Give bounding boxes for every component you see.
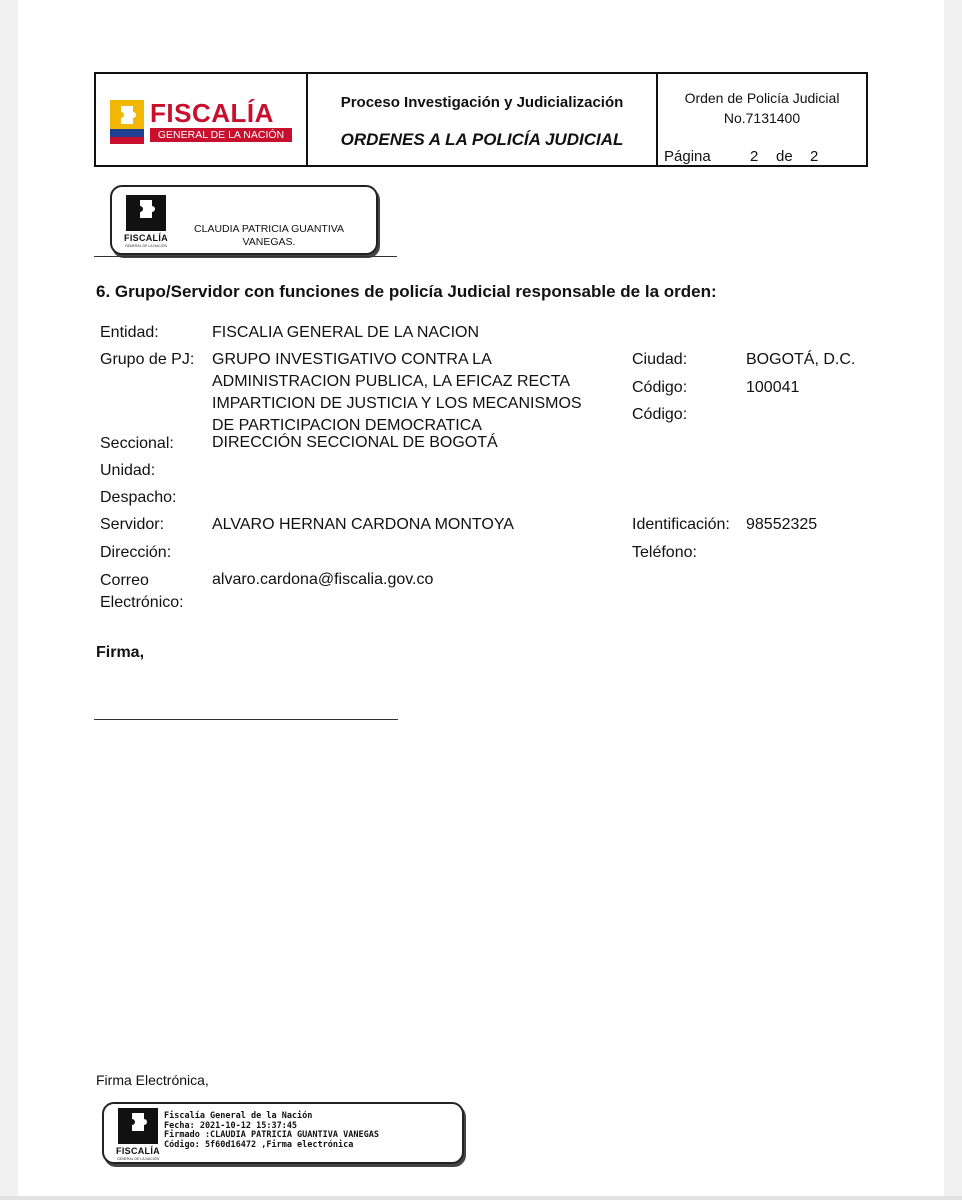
process-title: Proceso Investigación y Judicialización [340,94,624,111]
correo-label-2: Electrónico: [100,594,184,611]
ciudad-label: Ciudad: [632,351,688,368]
codigo-label-2: Código: [632,406,688,423]
fiscalia-emblem-icon [126,195,166,231]
order-number: No.7131400 [723,110,801,126]
signature-stamp-top [110,185,378,255]
direccion-label: Dirección: [100,544,172,561]
page-bottom-edge [0,1196,962,1200]
grupo-label: Grupo de PJ: [100,351,195,368]
header-title-cell [308,74,658,165]
entidad-value: FISCALIA GENERAL DE LA NACION [212,324,480,341]
document-header [94,72,868,167]
page-of: de [776,148,793,165]
page-current: 2 [750,148,759,165]
esig-line-3: Firmado :CLAUDIA PATRICIA GUANTIVA VANEGAS [164,1130,379,1140]
order-label: Orden de Policía Judicial [684,90,840,106]
telefono-label: Teléfono: [632,544,697,561]
signature-stamp-bottom [102,1102,464,1164]
identificacion-value: 98552325 [746,516,818,533]
header-logo-cell [96,74,308,165]
grupo-line-1: GRUPO INVESTIGATIVO CONTRA LA [212,351,492,368]
stamp-logo-bottom [112,1108,164,1162]
codigo-label-1: Código: [632,379,688,396]
stamp-signer-name [174,223,364,249]
seccional-label: Seccional: [100,435,174,452]
correo-value[interactable]: alvaro.cardona@fiscalia.gov.co [212,571,434,588]
logo-subtitle: GENERAL DE LA NACIÓN [150,128,292,142]
orders-title: ORDENES A LA POLICÍA JUDICIAL [340,130,624,149]
page-total: 2 [810,148,819,165]
stamp-underline [94,256,397,257]
header-order-cell [658,74,866,165]
stamp-logo-word: FISCALÍA [124,233,168,243]
despacho-label: Despacho: [100,489,177,506]
grupo-line-2: ADMINISTRACION PUBLICA, LA EFICAZ RECTA [212,373,570,390]
electronic-signature-details [164,1112,379,1150]
identificacion-label: Identificación: [632,516,730,533]
seccional-value: DIRECCIÓN SECCIONAL DE BOGOTÁ [212,434,498,451]
stamp-name-line-1: CLAUDIA PATRICIA GUANTIVA [194,223,344,235]
fiscalia-puzzle-logo-icon [110,100,144,144]
section-6-title: 6. Grupo/Servidor con funciones de policía Judicial responsable de la orden: [96,282,717,301]
stamp-logo [120,195,172,249]
firma-electronica-label: Firma Electrónica, [96,1072,209,1088]
servidor-value: ALVARO HERNAN CARDONA MONTOYA [212,516,514,533]
servidor-label: Servidor: [100,516,165,533]
document-page [18,0,944,1196]
firma-label: Firma, [96,644,145,661]
logo-wordmark: FISCALÍA [150,98,274,128]
entidad-label: Entidad: [100,324,159,341]
codigo-value-1: 100041 [746,379,800,396]
esig-line-1: Fiscalía General de la Nación [164,1111,313,1121]
ciudad-value: BOGOTÁ, D.C. [746,351,856,368]
esig-line-2: Fecha: 2021-10-12 15:37:45 [164,1120,298,1131]
correo-label-1: Correo [100,572,149,589]
grupo-line-4: DE PARTICIPACION DEMOCRATICA [212,417,482,434]
stamp-logo-sub: GENERAL DE LA NACIÓN [116,1157,160,1161]
stamp-name-line-2: VANEGAS. [242,236,296,248]
page-label: Página [664,148,711,165]
unidad-label: Unidad: [100,462,156,479]
signature-line [94,719,398,720]
grupo-line-3: IMPARTICION DE JUSTICIA Y LOS MECANISMOS [212,395,582,412]
fiscalia-emblem-icon [118,1108,158,1144]
stamp-logo-sub: GENERAL DE LA NACIÓN [124,244,168,248]
esig-line-4: Código: 5f60d16472 ,Firma electrónica [164,1139,354,1150]
stamp-logo-word: FISCALÍA [116,1146,160,1156]
